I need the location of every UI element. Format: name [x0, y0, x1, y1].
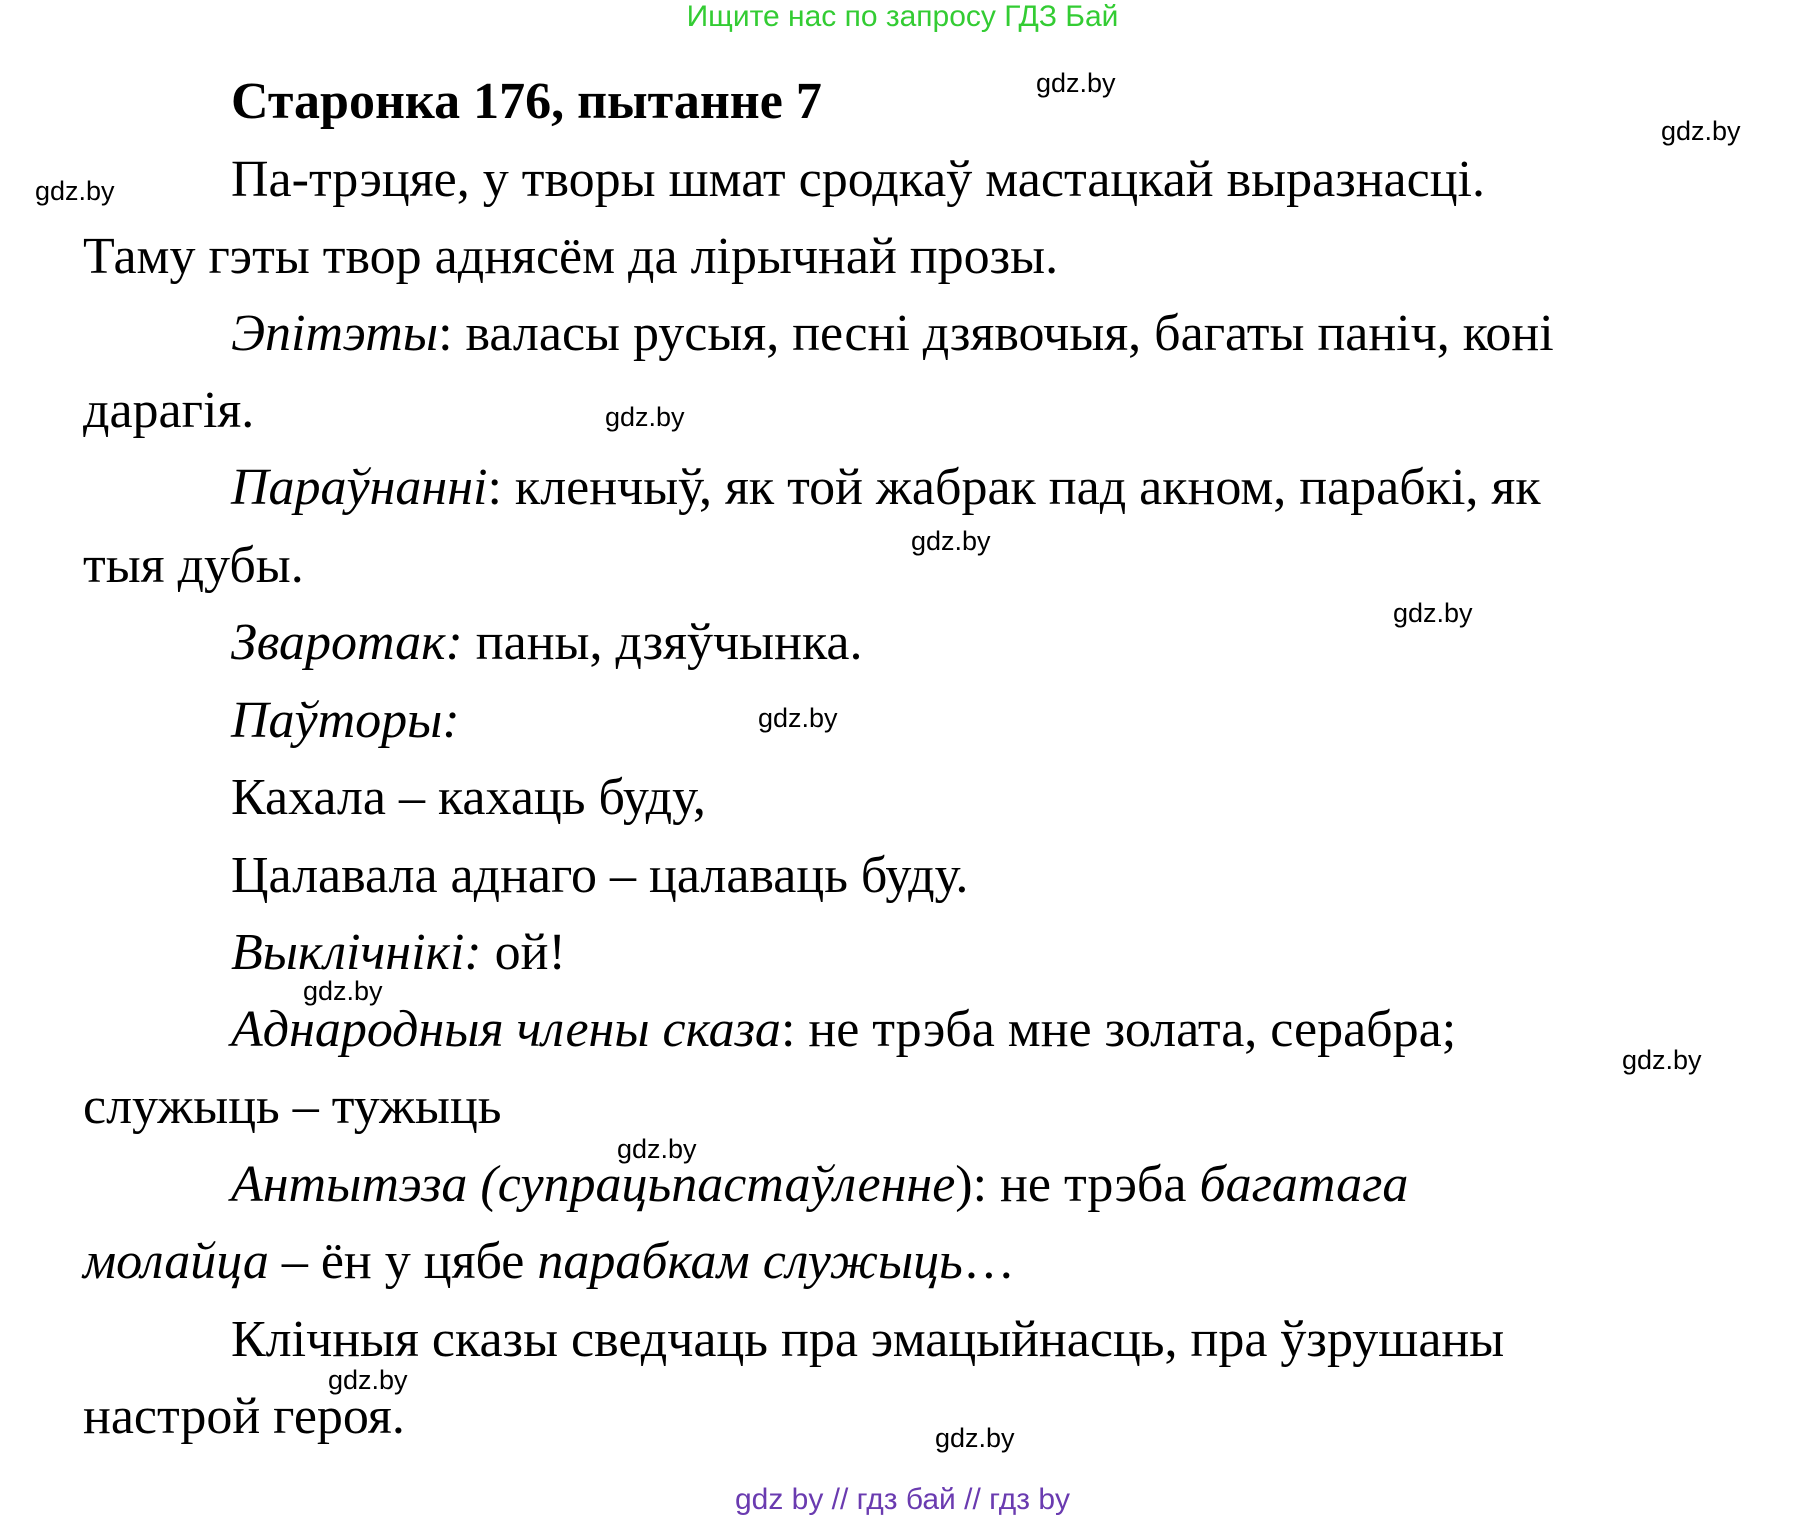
- italic-term: Антытэза (супрацьпастаўленне: [231, 1156, 956, 1213]
- text-segment: ой!: [481, 924, 566, 981]
- text-line: [231, 1155, 1408, 1215]
- text-line: [231, 304, 1554, 364]
- text-line: [231, 1000, 1456, 1060]
- text-line: [83, 227, 1058, 287]
- watermark: gdz.by: [1622, 1045, 1702, 1075]
- watermark: gdz.by: [617, 1134, 697, 1164]
- text-line: [83, 381, 254, 441]
- text-line: [231, 691, 460, 751]
- page-title: Старонка 176, пытанне 7: [231, 73, 822, 130]
- watermark: gdz.by: [605, 402, 685, 432]
- italic-term: Аднародныя члены сказа: [231, 1001, 781, 1058]
- watermark: gdz.by: [35, 176, 115, 206]
- text-segment: : кленчыў, як той жабрак пад акном, парабкі, як: [487, 459, 1541, 516]
- text-segment: служыць – тужыць: [83, 1078, 502, 1135]
- text-segment: Па-трэцяе, у творы шмат сродкаў мастацкай выразнасці.: [231, 151, 1485, 208]
- text-segment: – ён у цябе: [268, 1233, 538, 1290]
- text-line: [231, 923, 566, 983]
- text-segment: : валасы русыя, песні дзявочыя, багаты паніч, коні: [438, 305, 1554, 362]
- text-line: [83, 1232, 1015, 1292]
- italic-term: Зваротак:: [231, 614, 463, 671]
- text-segment: ): не трэба: [955, 1156, 1200, 1213]
- text-line: [231, 768, 706, 828]
- watermark: gdz.by: [1661, 116, 1741, 146]
- text-line: [231, 150, 1485, 210]
- watermark: gdz.by: [758, 703, 838, 733]
- text-segment: : не трэба мне золата, серабра;: [780, 1001, 1457, 1058]
- text-segment: паны, дзяўчынка.: [462, 614, 863, 671]
- text-line: [231, 846, 968, 906]
- watermark: gdz.by: [1036, 68, 1116, 98]
- text-segment: настрой героя.: [83, 1388, 405, 1445]
- text-line: [231, 613, 863, 673]
- watermark: gdz.by: [935, 1423, 1015, 1453]
- text-segment: дарагія.: [83, 382, 255, 439]
- text-segment: Клічныя сказы сведчаць пра эмацыйнасць, пра ўзрушаны: [231, 1311, 1505, 1368]
- footer-links: gdz by // гдз бай // гдз by: [734, 1483, 1071, 1516]
- watermark: gdz.by: [328, 1365, 408, 1395]
- text-line: [231, 1310, 1504, 1370]
- watermark: gdz.by: [911, 526, 991, 556]
- text-line: [83, 536, 304, 596]
- italic-term: багатага: [1199, 1156, 1409, 1213]
- text-line: [83, 1077, 502, 1137]
- text-segment: Цалавала аднаго – цалаваць буду.: [231, 847, 969, 904]
- italic-term: парабкам служыць: [537, 1233, 963, 1290]
- italic-term: Паўторы:: [231, 692, 460, 749]
- watermark: gdz.by: [303, 976, 383, 1006]
- italic-term: молайца: [83, 1233, 269, 1290]
- italic-term: Параўнанні: [231, 459, 488, 516]
- search-banner: Ищите нас по запросу ГДЗ Бай: [686, 0, 1119, 33]
- text-segment: Кахала – кахаць буду,: [231, 769, 706, 826]
- watermark: gdz.by: [1393, 598, 1473, 628]
- text-segment: Таму гэты твор аднясём да лірычнай прозы.: [83, 228, 1059, 285]
- text-segment: …: [962, 1233, 1015, 1290]
- italic-term: Выклічнікі:: [231, 924, 482, 981]
- italic-term: Эпітэты: [231, 305, 439, 362]
- text-segment: тыя дубы.: [83, 537, 304, 594]
- text-line: [83, 1387, 405, 1447]
- text-line: [231, 458, 1541, 518]
